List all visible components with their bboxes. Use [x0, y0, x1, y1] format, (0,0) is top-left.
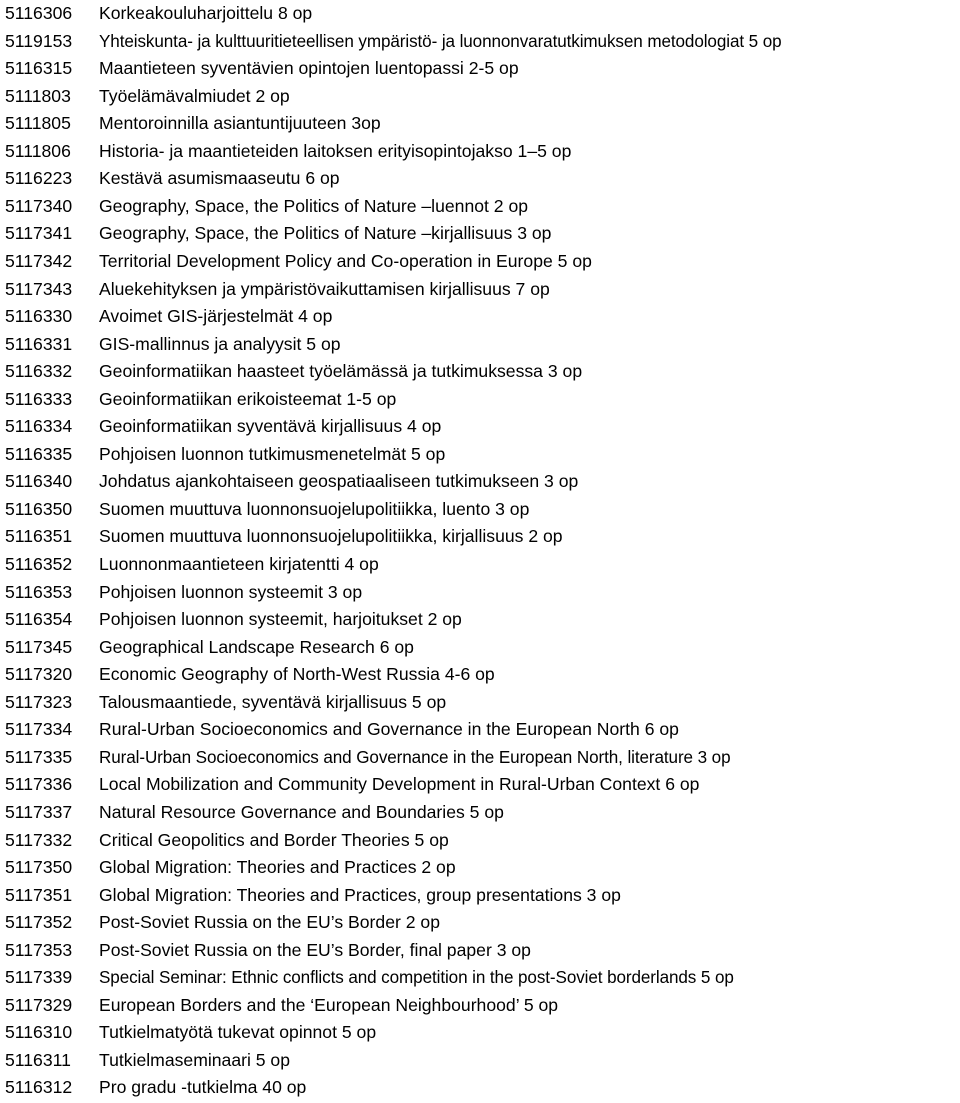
course-row [0, 1047, 960, 1074]
course-name: Pohjoisen luonnon systeemit, harjoitukset 2 op [99, 609, 462, 630]
course-row [0, 496, 960, 523]
course-row [0, 799, 960, 826]
course-row [0, 1019, 960, 1046]
course-code: 5117341 [5, 223, 73, 244]
course-name: Rural-Urban Socioeconomics and Governance in the European North, literature 3 op [99, 747, 731, 767]
course-row [0, 882, 960, 909]
course-code: 5111803 [5, 85, 71, 106]
course-row [0, 386, 960, 413]
course-name: Rural-Urban Socioeconomics and Governance in the European North 6 op [99, 719, 679, 740]
course-name: Avoimet GIS-järjestelmät 4 op [99, 306, 333, 327]
course-row [0, 55, 960, 82]
course-row [0, 331, 960, 358]
course-row [0, 964, 960, 991]
course-row [0, 744, 960, 771]
course-row [0, 606, 960, 633]
course-name: Johdatus ajankohtaiseen geospatiaaliseen tutkimukseen 3 op [99, 471, 579, 492]
course-row [0, 193, 960, 220]
course-code: 5117337 [5, 801, 73, 822]
course-row [0, 771, 960, 798]
course-row [0, 0, 960, 27]
course-name: Economic Geography of North-West Russia 4-6 op [99, 664, 495, 685]
course-name: Post-Soviet Russia on the EU’s Border 2 op [99, 912, 440, 933]
course-code: 5117350 [5, 857, 73, 878]
course-name: Pohjoisen luonnon tutkimusmenetelmät 5 op [99, 443, 446, 464]
course-code: 5116312 [5, 1077, 73, 1098]
course-code: 5117340 [5, 195, 73, 216]
course-row [0, 358, 960, 385]
course-name: European Borders and the ‘European Neighbourhood’ 5 op [99, 994, 559, 1015]
course-name: Talousmaantiede, syventävä kirjallisuus 5 op [99, 691, 447, 712]
course-row [0, 661, 960, 688]
course-code: 5117343 [5, 278, 73, 299]
course-name: Global Migration: Theories and Practices, group presentations 3 op [99, 884, 621, 905]
course-row [0, 441, 960, 468]
course-code: 5117334 [5, 719, 73, 740]
course-row [0, 909, 960, 936]
course-row [0, 248, 960, 275]
course-name: Critical Geopolitics and Border Theories 5 op [99, 829, 449, 850]
course-code: 5117332 [5, 829, 73, 850]
course-code: 5117329 [5, 994, 73, 1015]
course-row [0, 716, 960, 743]
course-name: Geographical Landscape Research 6 op [99, 636, 414, 657]
course-code: 5116332 [5, 361, 73, 382]
course-name: Suomen muuttuva luonnonsuojelupolitiikka, kirjallisuus 2 op [99, 526, 563, 547]
course-name: Tutkielmatyötä tukevat opinnot 5 op [99, 1022, 377, 1043]
course-code: 5116340 [5, 471, 73, 492]
course-code: 5117352 [5, 912, 73, 933]
course-code: 5119153 [5, 30, 73, 51]
course-code: 5116334 [5, 416, 73, 437]
course-name: Geoinformatiikan haasteet työelämässä ja tutkimuksessa 3 op [99, 361, 583, 382]
course-name: Tutkielmaseminaari 5 op [99, 1049, 291, 1070]
course-row [0, 689, 960, 716]
course-code: 5116350 [5, 498, 73, 519]
course-code: 5116223 [5, 168, 73, 189]
course-name: Työelämävalmiudet 2 op [99, 85, 290, 106]
course-code: 5117345 [5, 636, 73, 657]
course-code: 5116353 [5, 581, 73, 602]
course-code: 5116311 [5, 1049, 71, 1070]
course-name: Suomen muuttuva luonnonsuojelupolitiikka, luento 3 op [99, 498, 530, 519]
course-name: Maantieteen syventävien opintojen luentopassi 2-5 op [99, 58, 519, 79]
course-row [0, 138, 960, 165]
course-name: Special Seminar: Ethnic conflicts and competition in the post-Soviet borderlands 5 op [99, 968, 734, 988]
course-row [0, 303, 960, 330]
course-code: 5117353 [5, 939, 73, 960]
course-row [0, 110, 960, 137]
course-row [0, 523, 960, 550]
course-name: Geography, Space, the Politics of Nature –kirjallisuus 3 op [99, 223, 552, 244]
course-row [0, 992, 960, 1019]
course-code: 5116352 [5, 554, 73, 574]
course-name: Yhteiskunta- ja kulttuuritieteellisen ympäristö- ja luonnonvaratutkimuksen metodologiat 5 op [99, 31, 782, 51]
course-name: Geography, Space, the Politics of Nature –luennot 2 op [99, 195, 529, 216]
course-name: Pohjoisen luonnon systeemit 3 op [99, 581, 363, 602]
course-code: 5117320 [5, 664, 73, 685]
course-name: Historia- ja maantieteiden laitoksen erityisopintojakso 1–5 op [99, 140, 572, 161]
course-row [0, 413, 960, 440]
course-code: 5116306 [5, 3, 73, 23]
course-row [0, 579, 960, 606]
course-row [0, 551, 960, 578]
course-name: GIS-mallinnus ja analyysit 5 op [99, 333, 341, 354]
course-code: 5116331 [5, 333, 73, 354]
course-code: 5116315 [5, 58, 73, 79]
course-name: Korkeakouluharjoittelu 8 op [99, 3, 313, 23]
course-code: 5116310 [5, 1022, 73, 1043]
course-row [0, 468, 960, 495]
course-row [0, 854, 960, 881]
course-code: 5117323 [5, 691, 73, 712]
course-name: Luonnonmaantieteen kirjatentti 4 op [99, 554, 379, 574]
course-name: Global Migration: Theories and Practices 2 op [99, 857, 456, 878]
course-name: Geoinformatiikan syventävä kirjallisuus 4 op [99, 416, 442, 437]
course-row [0, 937, 960, 964]
course-name: Pro gradu -tutkielma 40 op [99, 1077, 307, 1098]
course-name: Aluekehityksen ja ympäristövaikuttamisen kirjallisuus 7 op [99, 278, 550, 299]
course-name: Natural Resource Governance and Boundaries 5 op [99, 801, 504, 822]
course-name: Post-Soviet Russia on the EU’s Border, final paper 3 op [99, 939, 531, 960]
course-code: 5111805 [5, 113, 71, 134]
course-name: Territorial Development Policy and Co-operation in Europe 5 op [99, 250, 592, 271]
course-code: 5117335 [5, 746, 73, 767]
course-row [0, 827, 960, 854]
course-name: Local Mobilization and Community Development in Rural-Urban Context 6 op [99, 774, 700, 795]
course-code: 5117339 [5, 967, 73, 988]
course-code: 5116333 [5, 388, 73, 409]
course-row [0, 1074, 960, 1101]
course-row [0, 28, 960, 55]
course-code: 5117351 [5, 884, 73, 905]
course-code: 5116354 [5, 609, 73, 630]
course-code: 5116330 [5, 306, 73, 327]
course-code: 5116335 [5, 443, 73, 464]
course-code: 5117342 [5, 250, 73, 271]
course-row [0, 165, 960, 192]
course-row [0, 634, 960, 661]
course-row [0, 220, 960, 247]
course-code: 5111806 [5, 140, 71, 161]
course-code: 5116351 [5, 526, 73, 547]
course-name: Mentoroinnilla asiantuntijuuteen 3op [99, 113, 381, 134]
course-name: Kestävä asumismaaseutu 6 op [99, 168, 340, 189]
course-row [0, 276, 960, 303]
course-row [0, 83, 960, 110]
course-code: 5117336 [5, 774, 73, 795]
course-name: Geoinformatiikan erikoisteemat 1-5 op [99, 388, 397, 409]
